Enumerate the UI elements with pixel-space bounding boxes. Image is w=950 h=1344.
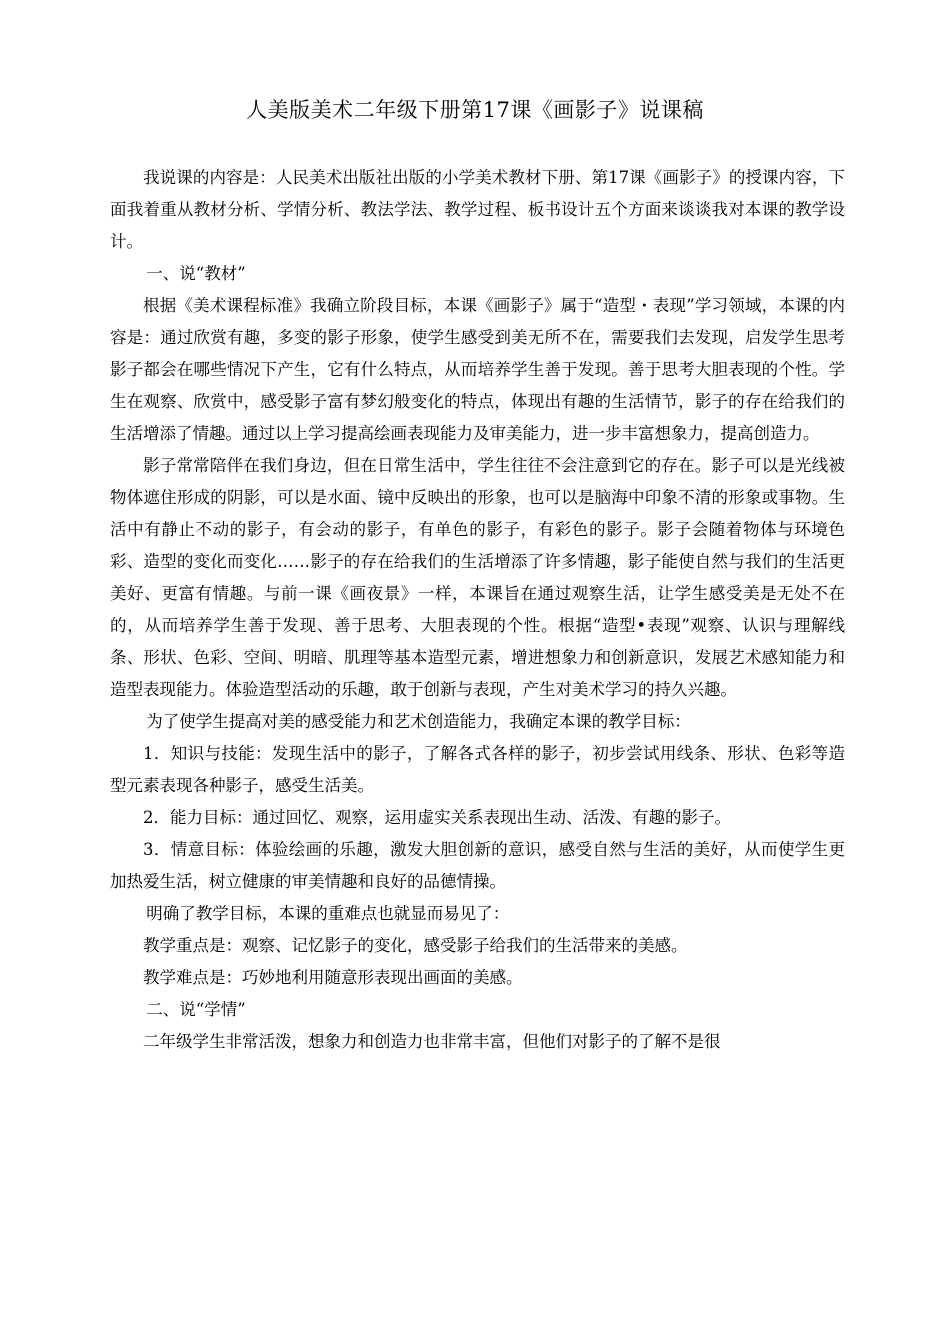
difficult-point: 教学难点是：巧妙地利用随意形表现出画面的美感。	[143, 968, 523, 987]
paragraph: 为了使学生提高对美的感受能力和艺术创造能力，我确定本课的教学目标：	[146, 712, 691, 731]
intro-paragraph: 我说课的内容是：人民美术出版社出版的小学美术教材下册、第17课《画影子》的授课内容，下面我着重从教材分析、学情分析、教法学法、教学过程、板书设计五个方面来谈谈我对本课的教学设计。	[110, 168, 845, 251]
document-body	[110, 162, 845, 1058]
section-heading-textbook: 一、说“教材”	[146, 264, 246, 283]
paragraph: 根据《美术课程标准》我确立阶段目标，本课《画影子》属于“造型・表现”学习领域，本课的内容是：通过欣赏有趣，多变的影子形象，使学生感受到美无所不在，需要我们去发现，启发学生思考影子都会在哪些情况下产生，它有什么特点，从而培养学生善于发现。善于思考大胆表现的个性。学生在观察、欣赏中，感受影子富有梦幻般变化的特点，体现出有趣的生活情节，影子的存在给我们的生活增添了情趣。通过以上学习提高绘画表现能力及审美能力，进一步丰富想象力，提高创造力。	[110, 296, 845, 443]
goal-item: 3．情意目标：体验绘画的乐趣，激发大胆创新的意识，感受自然与生活的美好，从而使学生更加热爱生活，树立健康的审美情趣和良好的品德情操。	[110, 840, 845, 891]
paragraph: 二年级学生非常活泼，想象力和创造力也非常丰富，但他们对影子的了解不是很	[143, 1032, 721, 1051]
document-title: 人美版美术二年级下册第17课《画影子》说课稿	[246, 98, 704, 122]
goal-item: 2．能力目标：通过回忆、观察，运用虚实关系表现出生动、活泼、有趣的影子。	[143, 808, 731, 827]
paragraph: 明确了教学目标，本课的重难点也就显而易见了：	[146, 904, 510, 923]
key-point: 教学重点是：观察、记忆影子的变化，感受影子给我们的生活带来的美感。	[143, 936, 688, 955]
goal-item: 1．知识与技能：发现生活中的影子，了解各式各样的影子，初步尝试用线条、形状、色彩等造型元素表现各种影子，感受生活美。	[110, 744, 845, 795]
paragraph: 影子常常陪伴在我们身边，但在日常生活中，学生往往不会注意到它的存在。影子可以是光线被物体遮住形成的阴影，可以是水面、镜中反映出的形象，也可以是脑海中印象不清的形象或事物。生活中有静止不动的影子，有会动的影子，有单色的影子，有彩色的影子。影子会随着物体与环境色彩、造型的变化而变化……影子的存在给我们的生活增添了许多情趣，影子能使自然与我们的生活更美好、更富有情趣。与前一课《画夜景》一样，本课旨在通过观察生活，让学生感受美是无处不在的，从而培养学生善于发现、善于思考、大胆表现的个性。根据“造型•表现”观察、认识与理解线条、形状、色彩、空间、明暗、肌理等基本造型元素，增进想象力和创新意识，发展艺术感知能力和造型表现能力。体验造型活动的乐趣，敢于创新与表现，产生对美术学习的持久兴趣。	[110, 456, 845, 699]
section-heading-students: 二、说“学情”	[146, 1000, 246, 1019]
